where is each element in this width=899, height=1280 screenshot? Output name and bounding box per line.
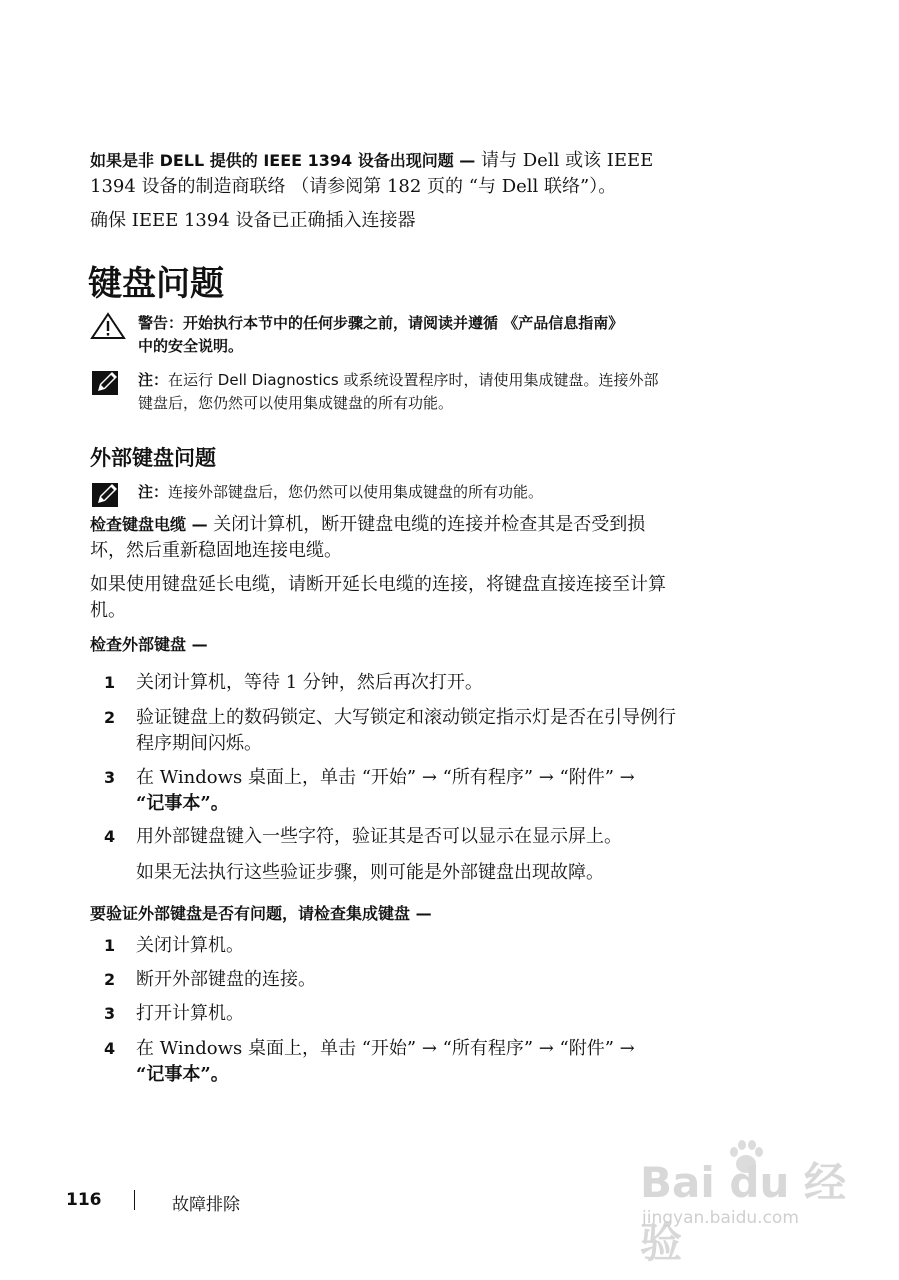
list-item-number: 4 [104,1039,116,1058]
list-item-number: 1 [104,673,116,692]
dell-ieee-check: 确保 IEEE 1394 设备已正确插入连接器 [90,210,416,231]
verify-lead: 要验证外部键盘是否有问题，请检查集成键盘 — [90,904,432,923]
check-cable-line2: 坏，然后重新稳固地连接电缆。 [90,540,342,561]
check-external-lead: 检查外部键盘 — [90,635,208,654]
list-item-text: 关闭计算机。 [136,935,244,956]
note2-line1: 连接外部键盘后，您仍然可以使用集成键盘的所有功能。 [168,483,544,501]
check-cable-line1: 关闭计算机，断开键盘电缆的连接并检查其是否受到损 [207,514,646,535]
list-item-number: 4 [104,827,116,846]
list-item-text: 打开计算机。 [136,1003,244,1024]
extension-cable-paragraph [90,572,780,624]
warning-line2: 中的安全说明。 [138,337,244,355]
list-item-text: 用外部键盘键入一些字符，验证其是否可以显示在显示屏上。 [136,826,622,847]
note1-line2: 键盘后，您仍然可以使用集成键盘的所有功能。 [138,394,454,412]
extension-cable-line1: 如果使用键盘延长电缆，请断开延长电缆的连接，将键盘直接连接至计算 [90,574,666,595]
list-item-text: 断开外部键盘的连接。 [136,969,316,990]
list-item-text: 验证键盘上的数码锁定、大写锁定和滚动锁定指示灯是否在引导例行 [136,707,676,728]
note2-label: 注： [138,483,169,501]
note1-label: 注： [138,371,169,389]
list-item-text: 在 Windows 桌面上，单击 “开始” → “所有程序” → “附件” → [136,1038,635,1059]
list-item-text-cont: “记事本”。 [136,1064,229,1085]
warning-line1: 开始执行本节中的任何步骤之前，请阅读并遵循 《产品信息指南》 [183,314,624,332]
dell-ieee-text-line1: 请与 Dell 或该 IEEE [475,150,654,171]
list-item-number: 1 [104,936,116,955]
warning-triangle-icon [90,312,126,340]
dell-ieee-text-line2: 1394 设备的制造商联络 （请参阅第 182 页的 “与 Dell 联络”）。 [90,176,617,197]
page-number: 116 [66,1190,102,1210]
list-item-text: 在 Windows 桌面上，单击 “开始” → “所有程序” → “附件” → [136,767,635,788]
warning-label: 警告： [138,314,184,332]
note-pencil-icon [90,369,126,397]
extension-cable-line2: 机。 [90,600,126,621]
section-title-external-keyboard: 外部键盘问题 [90,446,216,470]
page-title-keyboard-problems: 键盘问题 [88,264,224,304]
list-item-text-cont: “记事本”。 [136,793,229,814]
check-cable-paragraph [90,512,780,564]
list-item-number: 3 [104,768,116,787]
list-item-number: 3 [104,1004,116,1023]
watermark-url: jingyan.baidu.com [642,1208,799,1228]
note-pencil-icon [90,481,126,509]
list-item-number: 2 [104,970,116,989]
footer-divider [134,1190,135,1210]
check-cable-lead: 检查键盘电缆 — [90,515,208,534]
baidu-watermark [640,1140,860,1267]
note1-line1: 在运行 Dell Diagnostics 或系统设置程序时，请使用集成键盘。连接外部 [168,371,659,389]
list-item-number: 2 [104,708,116,727]
list-item-text: 关闭计算机，等待 1 分钟，然后再次打开。 [136,672,483,693]
check-external-after-text: 如果无法执行这些验证步骤，则可能是外部键盘出现故障。 [136,862,604,883]
dell-ieee-paragraph [90,148,780,200]
footer-section-title: 故障排除 [172,1195,240,1215]
dell-ieee-lead: 如果是非 DELL 提供的 IEEE 1394 设备出现问题 — [90,151,476,170]
watermark-brand: Bai du 经验 [640,1158,846,1267]
list-item-text-cont: 程序期间闪烁。 [136,733,262,754]
